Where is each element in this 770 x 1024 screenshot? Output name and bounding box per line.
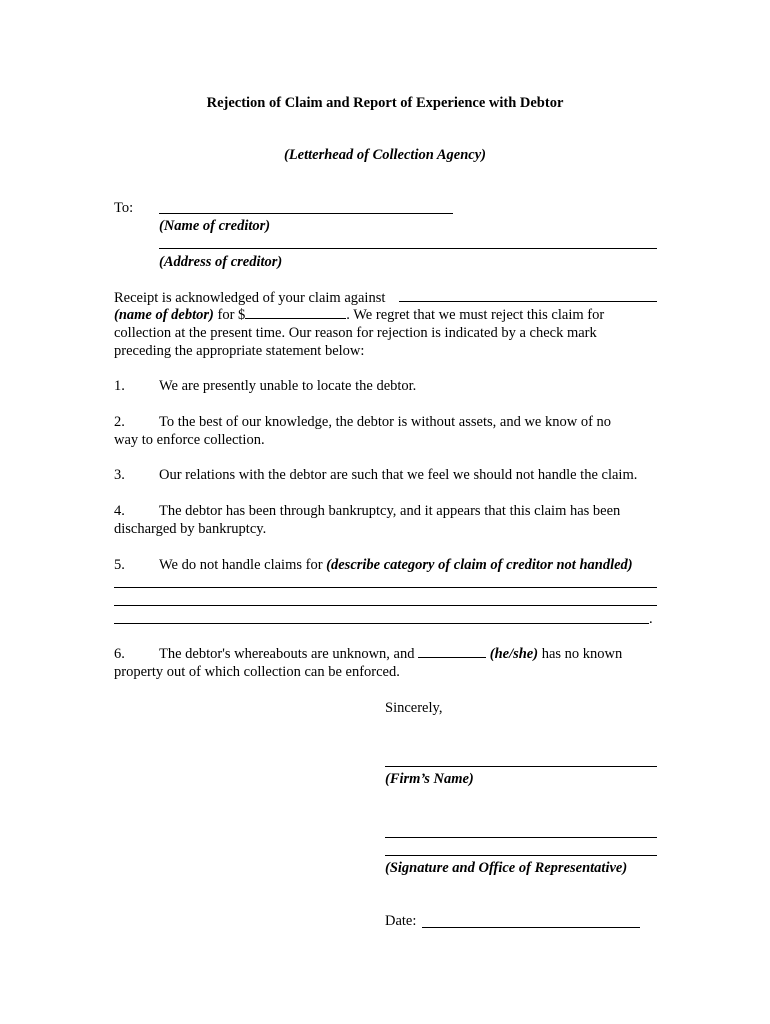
item-number: 6. <box>114 646 125 662</box>
pronoun-blank <box>418 645 486 658</box>
intro-text-2: . We regret that we must reject this claim for <box>346 307 605 323</box>
intro-line-4: preceding the appropriate statement below: <box>114 343 365 359</box>
debtor-name-label: (name of debtor) <box>114 307 214 323</box>
creditor-address-blank <box>159 248 657 249</box>
item-5-period: . <box>649 611 653 627</box>
item-2-text: To the best of our knowledge, the debtor is without assets, and we know of no <box>159 414 612 430</box>
item-number: 1. <box>114 378 125 394</box>
intro-text-1: Receipt is acknowledged of your claim against <box>114 290 386 306</box>
debtor-name-blank <box>399 301 657 302</box>
item-6-text-cont: property out of which collection can be enforced. <box>114 664 400 680</box>
intro-line-1 <box>114 289 385 307</box>
item-4-text-cont: discharged by bankruptcy. <box>114 521 267 537</box>
date-label: Date: <box>385 913 417 929</box>
signature-label: (Signature and Office of Representative) <box>385 860 628 876</box>
claim-category-blank <box>114 587 657 588</box>
date-blank <box>422 927 640 928</box>
claim-category-label: (describe category of claim of creditor not handled) <box>326 557 633 573</box>
item-6-lead: The debtor's whereabouts are unknown, and <box>159 646 415 662</box>
item-3-text: Our relations with the debtor are such that we feel we should not handle the claim. <box>159 467 638 483</box>
claim-category-blank <box>114 623 649 624</box>
claim-category-blank <box>114 605 657 606</box>
document-title: Rejection of Claim and Report of Experience with Debtor <box>206 95 564 111</box>
sincerely-text: Sincerely, <box>385 700 443 716</box>
item-number: 4. <box>114 503 125 519</box>
item-4-text: The debtor has been through bankruptcy, and it appears that this claim has been <box>159 503 621 519</box>
signature-blank <box>385 837 657 838</box>
item-6-text <box>159 645 622 663</box>
item-2-text-cont: way to enforce collection. <box>114 432 265 448</box>
creditor-name-blank <box>159 213 453 214</box>
pronoun-label: (he/she) <box>489 646 539 662</box>
letterhead-placeholder: (Letterhead of Collection Agency) <box>283 147 487 163</box>
item-6-rest: has no known <box>541 646 623 662</box>
firm-name-blank <box>385 766 657 767</box>
amount-blank <box>245 306 346 319</box>
item-number: 3. <box>114 467 125 483</box>
creditor-name-label: (Name of creditor) <box>159 218 271 234</box>
item-number: 5. <box>114 557 125 573</box>
item-1-text: We are presently unable to locate the debtor. <box>159 378 417 394</box>
intro-line-2 <box>114 306 604 324</box>
firm-name-label: (Firm’s Name) <box>385 771 474 787</box>
item-5-text <box>159 556 633 574</box>
item-number: 2. <box>114 414 125 430</box>
creditor-address-label: (Address of creditor) <box>159 254 283 270</box>
to-label: To: <box>114 200 134 216</box>
office-blank <box>385 855 657 856</box>
intro-line-3: collection at the present time. Our reason for rejection is indicated by a check mark <box>114 325 597 341</box>
item-5-lead: We do not handle claims for <box>159 557 323 573</box>
for-dollar-text: for $ <box>217 307 246 323</box>
